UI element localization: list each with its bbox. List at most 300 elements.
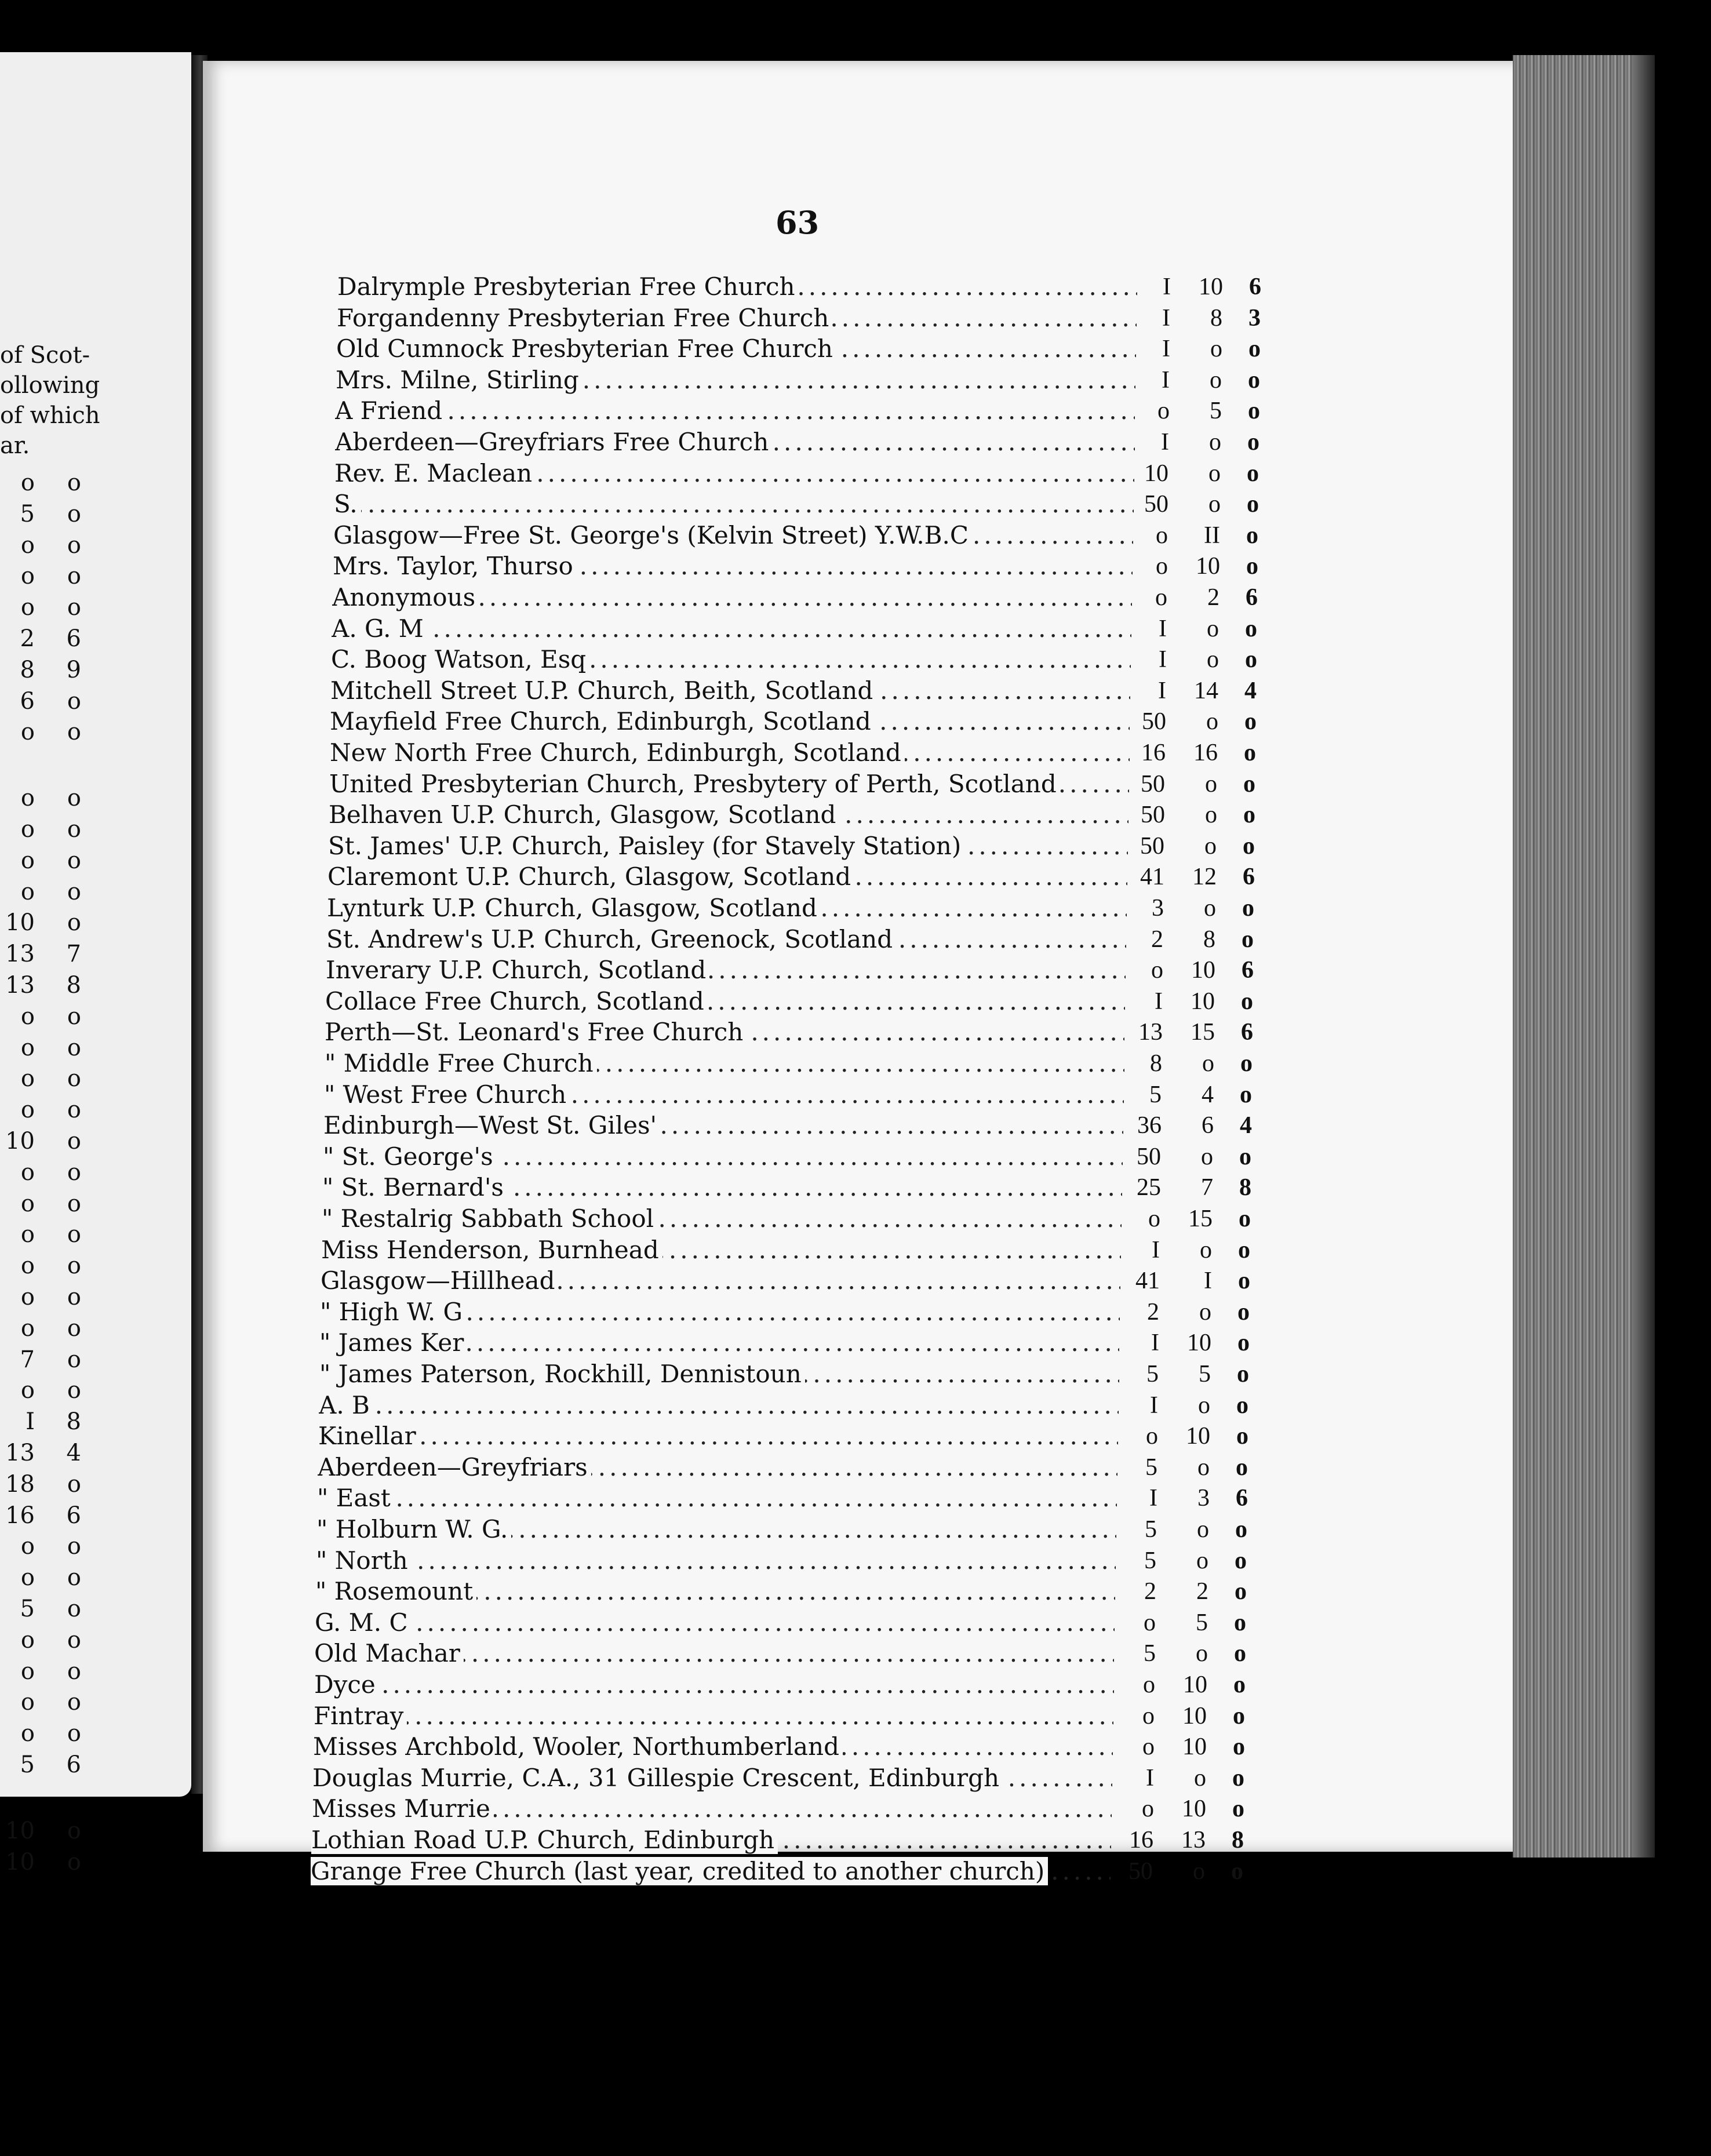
left-page-amount: o xyxy=(67,1252,81,1279)
amount-pounds: o xyxy=(1143,1671,1155,1698)
amount-pounds: 5 xyxy=(1145,1454,1157,1481)
left-page-amount: o xyxy=(20,1720,35,1747)
entry-name-text: Perth—St. Leonard's Free Church xyxy=(325,1018,747,1046)
amount-shillings: 5 xyxy=(1196,1609,1208,1636)
ledger-row xyxy=(0,303,1711,334)
ledger-row xyxy=(0,613,1711,644)
entry-name xyxy=(324,1079,1124,1110)
amount-pence: 3 xyxy=(1248,305,1261,332)
left-page-amount: o xyxy=(20,1097,35,1123)
ledger-row xyxy=(0,365,1711,396)
left-page-amount: o xyxy=(20,785,35,811)
entry-name xyxy=(317,1483,1117,1514)
ledger-row xyxy=(0,831,1711,862)
amount-pence: o xyxy=(1241,988,1253,1015)
ledger-row xyxy=(0,861,1711,893)
amount-pence: o xyxy=(1236,1423,1248,1450)
entry-name-text: A. G. M xyxy=(332,614,427,643)
entry-name-text: Dyce xyxy=(314,1670,379,1699)
left-page-amount: o xyxy=(20,879,35,905)
entry-name-text: Dalrymple Presbyterian Free Church xyxy=(337,272,799,301)
entry-name-text: A. B xyxy=(319,1391,373,1419)
amount-pounds: 10 xyxy=(1144,460,1168,487)
entry-name xyxy=(321,1265,1120,1296)
entry-name-text: Lothian Road U.P. Church, Edinburgh xyxy=(311,1826,778,1854)
left-page-amount: 8 xyxy=(66,1408,81,1435)
entry-name xyxy=(332,613,1131,644)
amount-pounds: I xyxy=(1162,305,1170,332)
entry-name xyxy=(326,955,1126,986)
left-page-amount: o xyxy=(67,1097,81,1123)
ledger-row xyxy=(0,1669,1711,1700)
amount-pence: o xyxy=(1233,1671,1246,1698)
entry-name-text: " James Paterson, Rockhill, Dennistoun xyxy=(319,1360,805,1388)
amount-pounds: I xyxy=(1149,1485,1157,1512)
entry-name-text: Fintray xyxy=(314,1702,407,1730)
amount-pence: o xyxy=(1236,1454,1248,1481)
ledger-row xyxy=(0,1793,1711,1824)
ledger-row xyxy=(0,1390,1711,1421)
left-page-amount: o xyxy=(20,1689,35,1716)
ledger-row xyxy=(0,1017,1711,1048)
entry-name-text: G. M. C xyxy=(315,1608,412,1637)
left-page-amount: 13 xyxy=(5,941,35,967)
left-page-text-line: ar. xyxy=(0,432,30,459)
amount-shillings: 12 xyxy=(1192,864,1217,890)
ledger-row xyxy=(0,1234,1711,1266)
left-page-amount: o xyxy=(20,1252,35,1279)
amount-pence: o xyxy=(1235,1578,1247,1605)
amount-shillings: 14 xyxy=(1194,678,1218,704)
entry-name-text: Miss Henderson, Burnhead xyxy=(321,1236,662,1264)
entry-name xyxy=(311,1824,1111,1856)
entry-name xyxy=(330,706,1130,737)
entry-name xyxy=(337,271,1137,303)
amount-shillings: 2 xyxy=(1196,1578,1208,1605)
amount-shillings: o xyxy=(1207,646,1219,673)
entry-name xyxy=(319,1390,1119,1421)
amount-pence: o xyxy=(1243,802,1255,828)
amount-shillings: o xyxy=(1197,1454,1210,1481)
entry-name-text: Mitchell Street U.P. Church, Beith, Scotland xyxy=(330,676,876,705)
ledger-row xyxy=(0,1048,1711,1079)
left-page-amount: 10 xyxy=(5,1128,35,1155)
amount-pence: o xyxy=(1244,740,1256,766)
amount-shillings: 10 xyxy=(1183,1671,1207,1698)
amount-pounds: 5 xyxy=(1144,1547,1156,1574)
left-page-amount: o xyxy=(67,1849,81,1875)
left-page-amount: o xyxy=(20,1315,35,1342)
ledger-row xyxy=(0,582,1711,613)
amount-pounds: 16 xyxy=(1141,740,1166,766)
amount-pounds: o xyxy=(1148,1206,1160,1232)
left-page-amount: o xyxy=(67,785,81,811)
amount-pounds: 50 xyxy=(1137,1143,1161,1170)
amount-pence: o xyxy=(1246,553,1258,580)
amount-pence: o xyxy=(1240,1050,1253,1077)
entry-name-text: Kinellar xyxy=(318,1422,420,1450)
entry-name xyxy=(325,1017,1124,1048)
ledger-row xyxy=(0,1452,1711,1483)
left-page-amount: o xyxy=(20,532,35,559)
left-page-amount: 4 xyxy=(66,1440,81,1466)
amount-pounds: o xyxy=(1142,1703,1155,1729)
amount-shillings: 6 xyxy=(1202,1112,1214,1139)
amount-pounds: o xyxy=(1157,398,1170,424)
left-page-amount: 6 xyxy=(66,1502,81,1529)
amount-shillings: 8 xyxy=(1203,926,1215,953)
amount-pence: o xyxy=(1248,367,1260,394)
amount-shillings: 10 xyxy=(1191,957,1215,984)
amount-pounds: I xyxy=(1163,274,1171,300)
ledger-row xyxy=(0,1700,1711,1732)
amount-pounds: 50 xyxy=(1141,771,1165,797)
entry-name xyxy=(327,893,1127,924)
amount-pence: o xyxy=(1237,1330,1250,1356)
left-page-amount: 6 xyxy=(66,1751,81,1778)
ledger-row xyxy=(0,1172,1711,1203)
left-page-amount: o xyxy=(20,1035,35,1061)
entry-name-text: " East xyxy=(317,1484,394,1512)
left-page-amount: o xyxy=(20,847,35,874)
amount-shillings: o xyxy=(1201,1143,1213,1170)
amount-pence: o xyxy=(1238,1268,1250,1294)
left-page-amount: 13 xyxy=(5,1440,35,1466)
left-page-amount: o xyxy=(20,1190,35,1217)
left-page-amount: 9 xyxy=(66,657,81,683)
entry-name xyxy=(328,831,1128,862)
entry-name-text: " James Ker xyxy=(319,1328,467,1357)
ledger-row xyxy=(0,1731,1711,1762)
left-page-amount: o xyxy=(67,1627,81,1654)
entry-name xyxy=(318,1452,1117,1483)
ledger-row xyxy=(0,489,1711,520)
amount-pounds: 16 xyxy=(1129,1827,1153,1853)
amount-pence: o xyxy=(1234,1640,1246,1667)
entry-name-text: " West Free Church xyxy=(324,1080,570,1109)
amount-pence: o xyxy=(1242,895,1254,922)
amount-pence: o xyxy=(1244,708,1257,735)
amount-pence: 6 xyxy=(1246,584,1258,611)
left-page-amount: o xyxy=(67,1346,81,1373)
entry-name xyxy=(315,1607,1115,1638)
amount-pounds: I xyxy=(1161,429,1169,456)
entry-name-text: Collace Free Church, Scotland xyxy=(325,987,708,1015)
amount-shillings: 5 xyxy=(1210,398,1222,424)
ledger-row xyxy=(0,799,1711,831)
ledger-row xyxy=(0,1141,1711,1172)
amount-pounds: o xyxy=(1142,1796,1154,1822)
entry-name xyxy=(319,1327,1119,1359)
ledger-row xyxy=(0,1483,1711,1514)
left-page-amount: 8 xyxy=(66,972,81,999)
amount-pence: o xyxy=(1231,1858,1243,1885)
ledger-row xyxy=(0,1762,1711,1794)
left-page-amount: o xyxy=(20,469,35,496)
amount-pence: o xyxy=(1233,1703,1245,1729)
amount-pounds: I xyxy=(1159,646,1167,673)
left-page-amount: o xyxy=(67,1533,81,1560)
amount-pounds: o xyxy=(1156,553,1168,580)
entry-name xyxy=(335,395,1135,427)
amount-shillings: o xyxy=(1205,802,1217,828)
entry-name xyxy=(329,799,1128,831)
left-page-text-line: of Scot- xyxy=(0,342,90,369)
left-page-amount: o xyxy=(67,1284,81,1310)
amount-shillings: 10 xyxy=(1187,1330,1211,1356)
left-page-amount: 10 xyxy=(5,909,35,936)
entry-name-text: St. Andrew's U.P. Church, Greenock, Scotland xyxy=(326,925,896,953)
left-page-amount: o xyxy=(67,1159,81,1186)
amount-pence: o xyxy=(1233,1733,1245,1760)
entry-name xyxy=(321,1234,1121,1266)
amount-pence: o xyxy=(1248,336,1261,362)
amount-shillings: 10 xyxy=(1199,274,1223,300)
amount-pounds: 41 xyxy=(1135,1268,1160,1294)
entry-name-text: Mayfield Free Church, Edinburgh, Scotland xyxy=(330,707,875,735)
amount-pounds: 2 xyxy=(1151,926,1163,953)
amount-pence: o xyxy=(1247,491,1259,518)
entry-name xyxy=(327,861,1127,893)
left-page-text-line: ollowing xyxy=(0,372,100,399)
amount-pence: o xyxy=(1245,646,1257,673)
entry-name-text: Aberdeen—Greyfriars xyxy=(318,1453,591,1481)
amount-pounds: 2 xyxy=(1147,1299,1159,1325)
amount-shillings: o xyxy=(1209,429,1221,456)
amount-pounds: I xyxy=(1155,988,1163,1015)
entry-name xyxy=(316,1514,1116,1545)
left-page-amount: o xyxy=(67,1471,81,1498)
left-page-amount: o xyxy=(67,1720,81,1747)
ledger-row xyxy=(0,427,1711,458)
ledger-row xyxy=(0,1545,1711,1576)
amount-pence: o xyxy=(1245,616,1257,642)
ledger-row xyxy=(0,769,1711,800)
left-page-amount: 8 xyxy=(20,657,35,683)
entry-name-text: Misses Archbold, Wooler, Northumberland xyxy=(313,1732,843,1761)
amount-pounds: I xyxy=(1162,336,1170,362)
entry-name xyxy=(332,582,1132,613)
entry-name xyxy=(318,1421,1118,1452)
left-page-amount: 6 xyxy=(66,625,81,652)
left-page-amount: o xyxy=(20,816,35,843)
left-page-amount: o xyxy=(67,1658,81,1685)
amount-pence: o xyxy=(1247,429,1259,456)
ledger-row xyxy=(0,1296,1711,1328)
amount-pence: o xyxy=(1240,1081,1252,1108)
ledger-row xyxy=(0,706,1711,737)
amount-shillings: 10 xyxy=(1186,1423,1210,1450)
left-page-amount: o xyxy=(67,594,81,621)
amount-shillings: o xyxy=(1205,771,1217,797)
amount-shillings: o xyxy=(1204,895,1216,922)
amount-shillings: o xyxy=(1196,1640,1208,1667)
entry-name-text: Anonymous xyxy=(332,583,479,611)
left-page-amount: o xyxy=(67,1564,81,1591)
amount-pence: 8 xyxy=(1232,1827,1244,1853)
amount-pence: 6 xyxy=(1236,1485,1248,1512)
amount-pence: o xyxy=(1247,460,1259,487)
amount-pounds: 2 xyxy=(1144,1578,1156,1605)
amount-pence: 6 xyxy=(1242,957,1254,984)
amount-shillings: o xyxy=(1200,1237,1212,1263)
amount-pounds: 25 xyxy=(1137,1174,1161,1201)
entry-name-text: Forgandenny Presbyterian Free Church xyxy=(337,304,832,332)
ledger-row xyxy=(0,1359,1711,1390)
entry-name xyxy=(331,644,1131,675)
entry-name xyxy=(322,1172,1122,1203)
amount-pence: o xyxy=(1236,1392,1248,1419)
entry-name-text: New North Free Church, Edinburgh, Scotland xyxy=(330,738,905,767)
amount-pence: 6 xyxy=(1243,864,1255,890)
amount-shillings: 4 xyxy=(1202,1081,1214,1108)
amount-pence: o xyxy=(1232,1796,1244,1822)
left-page-amount: 5 xyxy=(20,501,35,527)
amount-pounds: I xyxy=(1162,367,1170,394)
entry-name-text: Inverary U.P. Church, Scotland xyxy=(326,956,709,984)
left-page-amount: 10 xyxy=(5,1849,35,1875)
amount-shillings: o xyxy=(1202,1050,1214,1077)
amount-pounds: 5 xyxy=(1144,1640,1156,1667)
left-page-amount: o xyxy=(20,1533,35,1560)
amount-shillings: 10 xyxy=(1182,1703,1207,1729)
entry-name-text: S. xyxy=(334,490,361,518)
entry-name xyxy=(325,1048,1124,1079)
left-page-amount: o xyxy=(20,1284,35,1310)
amount-pence: o xyxy=(1243,833,1255,860)
entry-name xyxy=(335,427,1135,458)
entry-name xyxy=(320,1296,1120,1328)
entry-name-text: Edinburgh—West St. Giles' xyxy=(323,1111,660,1139)
amount-pounds: o xyxy=(1142,1733,1155,1760)
amount-pounds: 5 xyxy=(1145,1516,1157,1543)
ledger-row xyxy=(0,1824,1711,1856)
amount-pence: 4 xyxy=(1244,678,1257,704)
left-page-amount: o xyxy=(67,1377,81,1404)
amount-shillings: o xyxy=(1207,616,1219,642)
left-page-amount: o xyxy=(20,563,35,589)
entry-name-text: Douglas Murrie, C.A., 31 Gillespie Crescent, Edinburgh xyxy=(312,1764,1003,1792)
left-page-amount: o xyxy=(67,879,81,905)
left-page-amount: o xyxy=(20,594,35,621)
left-page-amount: 13 xyxy=(5,972,35,999)
ledger-row xyxy=(0,737,1711,769)
left-page-amount: o xyxy=(67,563,81,589)
ledger-row xyxy=(0,1607,1711,1638)
entry-name xyxy=(312,1793,1112,1824)
amount-pence: o xyxy=(1234,1609,1246,1636)
left-page-amount: o xyxy=(67,847,81,874)
amount-shillings: 8 xyxy=(1210,305,1222,332)
left-page-amount: o xyxy=(20,1564,35,1591)
amount-pounds: I xyxy=(1146,1765,1154,1791)
amount-shillings: o xyxy=(1208,460,1221,487)
amount-pence: o xyxy=(1239,1143,1251,1170)
entry-name xyxy=(311,1856,1111,1887)
left-page-amount: o xyxy=(67,1128,81,1155)
left-page-amount: 5 xyxy=(20,1751,35,1778)
amount-shillings: 13 xyxy=(1181,1827,1206,1853)
amount-pence: 6 xyxy=(1249,274,1261,300)
left-page-amount: o xyxy=(67,532,81,559)
amount-pounds: 36 xyxy=(1137,1112,1162,1139)
amount-pence: 6 xyxy=(1241,1019,1253,1046)
left-page-amount: 5 xyxy=(20,1596,35,1622)
left-page-amount: 7 xyxy=(20,1346,35,1373)
ledger-row xyxy=(0,520,1711,551)
left-page-amount: o xyxy=(20,1377,35,1404)
amount-pounds: I xyxy=(1152,1237,1160,1263)
left-page-amount: 16 xyxy=(5,1502,35,1529)
entry-name-text: Old Cumnock Presbyterian Free Church xyxy=(336,334,836,363)
ledger-row xyxy=(0,675,1711,706)
amount-pence: o xyxy=(1237,1361,1249,1387)
amount-shillings: 10 xyxy=(1191,988,1215,1015)
entry-name xyxy=(325,986,1125,1017)
left-page-amount: o xyxy=(20,719,35,745)
entry-name-text: " Holburn W. G. xyxy=(316,1515,511,1543)
amount-pence: o xyxy=(1243,771,1255,797)
left-page-amount: o xyxy=(67,688,81,715)
left-page-amount: 6 xyxy=(20,688,35,715)
left-page-amount: o xyxy=(67,909,81,936)
amount-shillings: 10 xyxy=(1196,553,1220,580)
amount-shillings: 7 xyxy=(1201,1174,1213,1201)
amount-pounds: 5 xyxy=(1149,1081,1162,1108)
left-page-amount: 10 xyxy=(5,1818,35,1844)
entry-name-text: Lynturk U.P. Church, Glasgow, Scotland xyxy=(327,894,821,922)
left-page-amount: o xyxy=(67,1003,81,1030)
amount-shillings: 16 xyxy=(1193,740,1218,766)
entry-name xyxy=(312,1762,1112,1794)
left-page-amount: o xyxy=(67,1221,81,1248)
ledger-row xyxy=(0,1265,1711,1296)
entry-name-text: Claremont U.P. Church, Glasgow, Scotland xyxy=(327,862,854,891)
entry-name xyxy=(314,1700,1113,1732)
left-page-amount: o xyxy=(67,501,81,527)
amount-pounds: 13 xyxy=(1138,1019,1163,1046)
ledger-row xyxy=(0,333,1711,365)
amount-pence: o xyxy=(1242,926,1254,953)
amount-shillings: 3 xyxy=(1197,1485,1210,1512)
entry-name-text: " Middle Free Church xyxy=(325,1049,597,1077)
left-page-amount: 2 xyxy=(20,625,35,652)
entry-name-text: Mrs. Milne, Stirling xyxy=(336,366,583,394)
entry-name xyxy=(330,675,1130,706)
amount-pence: o xyxy=(1235,1516,1247,1543)
amount-pence: o xyxy=(1248,398,1260,424)
ledger-row xyxy=(0,458,1711,489)
entry-name-text: A Friend xyxy=(335,396,446,425)
amount-pence: 8 xyxy=(1239,1174,1251,1201)
left-page-amount: o xyxy=(67,719,81,745)
amount-shillings: o xyxy=(1206,708,1218,735)
entry-name-text: Glasgow—Hillhead xyxy=(321,1266,558,1295)
entry-name xyxy=(315,1576,1115,1607)
entry-name-text: Belhaven U.P. Church, Glasgow, Scotland xyxy=(329,800,839,829)
left-page-amount: o xyxy=(67,1190,81,1217)
entry-name xyxy=(314,1638,1114,1669)
amount-pounds: 50 xyxy=(1144,491,1168,518)
amount-pence: o xyxy=(1238,1237,1250,1263)
entry-name xyxy=(314,1669,1114,1700)
entry-name-text: C. Boog Watson, Esq xyxy=(331,645,589,673)
entry-name xyxy=(323,1141,1123,1172)
amount-shillings: 15 xyxy=(1188,1206,1213,1232)
amount-pounds: I xyxy=(1158,678,1166,704)
amount-pounds: 50 xyxy=(1142,708,1166,735)
left-page-amount: o xyxy=(67,1596,81,1622)
